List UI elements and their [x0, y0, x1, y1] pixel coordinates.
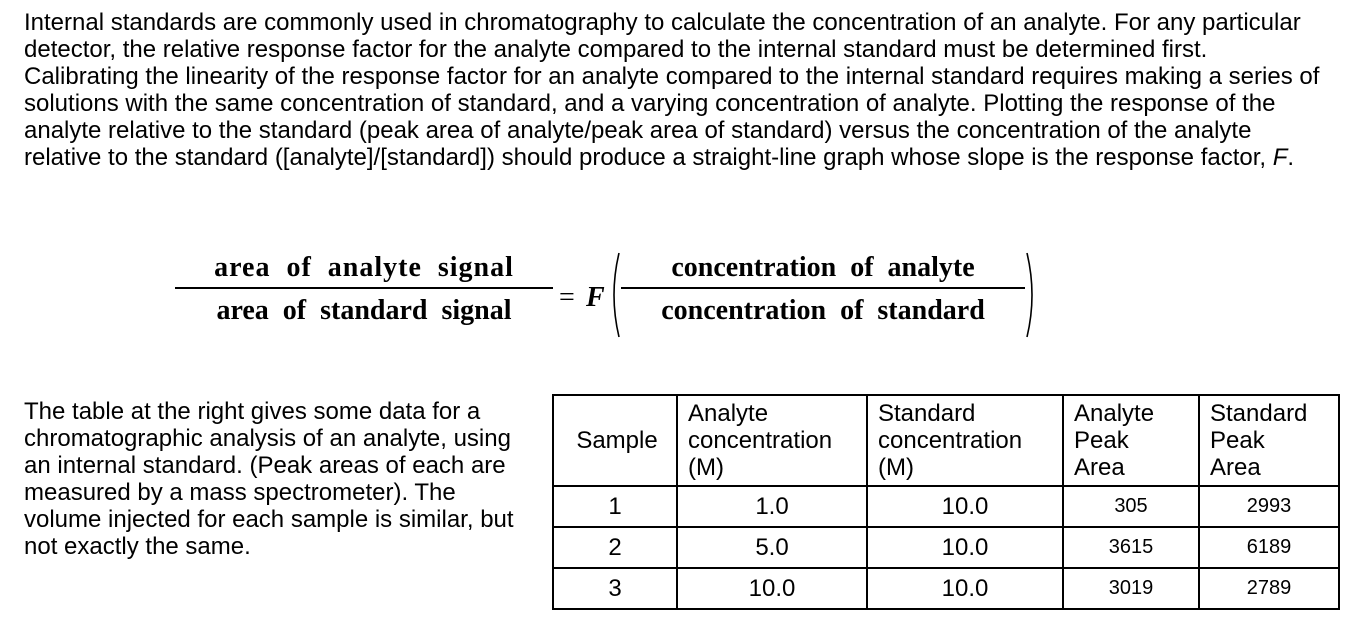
- header-analyte-peak-area: Analyte Peak Area: [1063, 395, 1199, 486]
- cell-analyte-concentration: 1.0: [677, 486, 867, 527]
- concentration-analyte-numerator: concentration of analyte: [671, 252, 975, 283]
- chromatography-data-table: [552, 394, 1340, 610]
- fraction-bar: [621, 287, 1025, 289]
- cell-standard-concentration: 10.0: [867, 486, 1063, 527]
- area-analyte-numerator: area of analyte signal: [214, 252, 514, 283]
- cell-analyte-peak-area: 305: [1063, 486, 1199, 527]
- cell-standard-peak-area: 2789: [1199, 568, 1339, 609]
- intro-text: Internal standards are commonly used in chromatography to calculate the concentration of an analyte. For any particular detector, the relative response factor for the analyte compared to the internal standard must be determined first. Calibrating the linearity of the response factor for an analyte compared to the internal standard requires making a series of solutions with the same concentration of standard, and a varying concentration of analyte. Plotting the response of the analyte relative to the standard (peak area of analyte/peak area of standard) versus the concentration of the analyte relative to the standard ([analyte]/[standard]) should produce a straight-line graph whose slope is the response factor,: [24, 9, 1320, 171]
- cell-analyte-peak-area: 3019: [1063, 568, 1199, 609]
- cell-analyte-concentration: 10.0: [677, 568, 867, 609]
- cell-standard-concentration: 10.0: [867, 527, 1063, 568]
- table-header-row: [553, 395, 1339, 486]
- table-row: [553, 486, 1339, 527]
- factor-symbol: F: [586, 282, 605, 313]
- concentration-ratio-fraction: [621, 252, 1025, 327]
- cell-standard-peak-area: 6189: [1199, 527, 1339, 568]
- intro-paragraph: [24, 9, 1324, 171]
- right-parenthesis: [1025, 252, 1039, 338]
- table-row: [553, 527, 1339, 568]
- header-standard-peak-area: Standard Peak Area: [1199, 395, 1339, 486]
- cell-analyte-concentration: 5.0: [677, 527, 867, 568]
- table-description: The table at the right gives some data for a chromatographic analysis of an analyte, using an internal standard. (Peak areas of each are measured by a mass spectrometer). The volume injected for each sample is similar, but not exactly the same.: [24, 398, 514, 560]
- header-standard-concentration: Standard concentration (M): [867, 395, 1063, 486]
- area-standard-denominator: area of standard signal: [216, 295, 512, 326]
- cell-analyte-peak-area: 3615: [1063, 527, 1199, 568]
- cell-standard-peak-area: 2993: [1199, 486, 1339, 527]
- cell-standard-concentration: 10.0: [867, 568, 1063, 609]
- header-analyte-concentration: Analyte concentration (M): [677, 395, 867, 486]
- left-parenthesis: [607, 252, 621, 338]
- area-ratio-fraction: [175, 252, 553, 327]
- cell-sample: 1: [553, 486, 677, 527]
- cell-sample: 3: [553, 568, 677, 609]
- fraction-bar: [175, 287, 553, 289]
- cell-sample: 2: [553, 527, 677, 568]
- concentration-standard-denominator: concentration of standard: [661, 295, 985, 326]
- response-factor-symbol: F: [1272, 144, 1288, 171]
- equals-sign: =: [559, 282, 575, 313]
- table-row: [553, 568, 1339, 609]
- header-sample: Sample: [553, 395, 677, 486]
- intro-end: .: [1287, 144, 1295, 171]
